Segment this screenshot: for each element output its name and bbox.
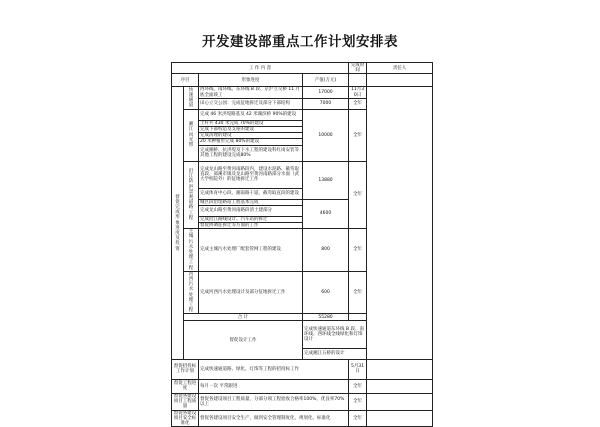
total-value: 55280 <box>303 314 349 321</box>
row-value: 4600 <box>303 199 349 229</box>
row-text: 田心立交公园：完成征地拆迁及部分下部结构 <box>199 98 303 109</box>
row-text: 20 米种植带完成 80%的建设 <box>199 139 303 145</box>
row-text: 完成沿江路线设计、汽车站的拆迁 <box>199 216 303 222</box>
row-text: 完成 46 米洪堤路基及 42 米湖滨桥 90%的建设 <box>199 109 303 120</box>
row-time: 全年 <box>349 109 367 161</box>
row-time: 11月30日 <box>349 87 367 98</box>
work-plan-table <box>171 62 433 427</box>
row-value: 10000 <box>303 109 349 161</box>
header-target-progress: 形象进度 <box>199 74 303 87</box>
row-text: 完成湘桥、抗洪堤及下水工程的建设科红岗安装等其他工程的建设完成80% <box>199 145 303 161</box>
table-row <box>172 410 433 427</box>
table-row <box>172 359 433 379</box>
group-label: 快速通道 <box>184 87 199 109</box>
responsible-cell <box>367 87 433 360</box>
row-text: 完成快速通道东环线 B 段、南环线、西环线全线绿化和灯饰设计 <box>303 321 367 348</box>
total-label: 合 计 <box>184 314 303 321</box>
table-row <box>172 87 433 98</box>
row-text: 督促各建设项目安全生产，做到安全管理制度化、规划化、标准化 <box>199 410 349 427</box>
row-text: 完成体育中心段、湘南路干道、截弯取直段的建设 <box>199 188 303 199</box>
row-time: 全年 <box>349 271 367 314</box>
group-label: 沿江防洪景观道路工程 <box>184 161 199 229</box>
section-label: 督促各建设项目安全标准化 <box>172 410 199 427</box>
row-value: 17000 <box>303 87 349 98</box>
row-text: 完成清理的建设 <box>199 133 303 139</box>
header-completion-time: 完成时间 <box>349 63 367 74</box>
row-time: 全年 <box>349 379 367 393</box>
row-time: 全年 <box>349 161 367 229</box>
row-time: 全年 <box>349 393 367 410</box>
table-row <box>172 393 433 410</box>
group-label: 主城污水处理工程 <box>184 229 199 272</box>
row-value: 13880 <box>303 161 349 199</box>
row-text: 完成主城污水处理厂配套管网工程的建设 <box>199 229 303 272</box>
page-title: 开发建设部重点工作计划安排表 <box>202 34 398 50</box>
header-row <box>172 63 433 74</box>
row-value: 800 <box>303 229 349 272</box>
group-label: 湘江风光带 <box>184 109 199 161</box>
section-label: 督促设计工作 <box>184 321 303 359</box>
section-label: 督促各建设项目工程质量 <box>172 393 199 410</box>
row-text: 督促协调征拆迁等方面的工作 <box>199 223 303 229</box>
row-text: 完成龙山路至黄河南路段内，建设水泥路、截弯取直段、部溪市镇及龙山路至黄河南路部分水面（武大学校院外）的征地拆迁工作 <box>199 161 303 188</box>
row-text: 完成龙山路至黄河南路段清土建部分 <box>199 205 303 216</box>
subheader-row <box>172 74 433 87</box>
header-responsible: 责任人 <box>367 63 433 74</box>
row-time: 全年 <box>349 98 367 109</box>
row-text: 完成河西污水处理设计及部分征地拆迁工作 <box>199 271 303 314</box>
row-value: 600 <box>303 271 349 314</box>
row-value: 7000 <box>303 98 349 109</box>
row-text: 完成快速通道路、绿化、灯饰等工程的招投标工作 <box>199 359 349 379</box>
section-label: 督促招投标工作计划 <box>172 359 199 379</box>
row-text: 城区段沿堤路站工程基本完成 <box>199 199 303 205</box>
row-text: 每月一次 平常跟进 <box>199 379 349 393</box>
row-time: 5月31日 <box>349 359 367 379</box>
section-label: 督促完成形象进度及投资 <box>172 87 184 360</box>
group-label: 河西污水处理工程 <box>184 271 199 314</box>
header-work-content: 工 作 内 容 <box>172 63 349 74</box>
row-time: 全年 <box>349 229 367 272</box>
row-text: 督促各建设项目工程质量，分部分项工程验收合格率100%，优良率70%以上 <box>199 393 349 410</box>
header-output-value: 产值(万元) <box>303 74 349 87</box>
row-text: 完成下部构造及支座的建设 <box>199 127 303 133</box>
row-text: 完成湘江五桥的设计 <box>303 348 367 359</box>
row-text: 西环线、南环线、东环线 B 段、京沪立交桥 11 月底全面竣工 <box>199 87 303 98</box>
header-seq: 序目 <box>172 74 199 87</box>
row-time: 全年 <box>349 410 367 427</box>
section-label: 督促工程进度 <box>172 379 199 393</box>
row-text: 土杆共 430 米完成 70%的建设 <box>199 120 303 126</box>
table-row <box>172 379 433 393</box>
